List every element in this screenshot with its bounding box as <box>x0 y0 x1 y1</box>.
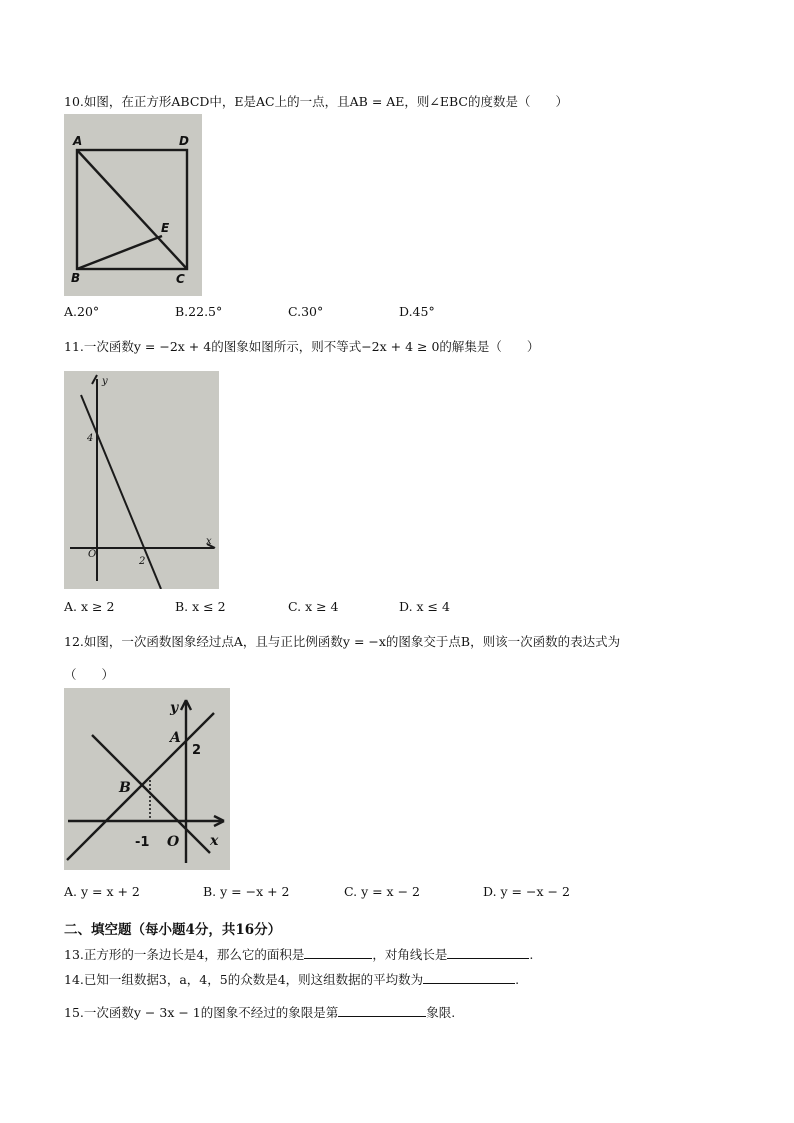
q12-figure-graph <box>64 688 230 870</box>
q10-figure-square <box>64 114 202 296</box>
q12-option-c[interactable]: C. y = x − 2 <box>344 884 420 899</box>
q13-end: . <box>529 947 534 962</box>
q14-blank-mean[interactable] <box>423 982 515 984</box>
q13-blank-diagonal[interactable] <box>447 957 529 959</box>
label-d: D <box>179 134 189 148</box>
q10-option-c[interactable]: C.30° <box>288 304 324 319</box>
label-c: C <box>176 272 185 286</box>
y-intercept-label: 2 <box>192 743 202 758</box>
origin-label: O <box>88 549 97 560</box>
label-e: E <box>161 221 170 235</box>
q15-blank-quadrant[interactable] <box>338 1015 426 1017</box>
q15-part1: 15.一次函数y − 3x − 1的图象不经过的象限是第 <box>64 1005 339 1020</box>
q14-part1: 14.已知一组数据3，a，4，5的众数是4，则这组数据的平均数为 <box>64 972 424 987</box>
point-a-label: A <box>170 730 181 746</box>
q10-stem: 10.如图，在正方形ABCD中，E是AC上的一点，且AB = AE，则∠EBC的度数是（ ） <box>64 94 568 109</box>
q14-text <box>64 970 519 988</box>
origin-label: O <box>167 834 180 850</box>
x-coordinate-label: -1 <box>135 835 150 850</box>
q10-option-a[interactable]: A.20° <box>64 304 100 319</box>
q10-option-d[interactable]: D.45° <box>399 304 435 319</box>
axis-label-x: x <box>210 833 219 849</box>
q13-text <box>64 945 533 963</box>
q12-two-lines-graph <box>64 688 230 870</box>
q10-option-b[interactable]: B.22.5° <box>175 304 223 319</box>
q12-stem: 12.如图，一次函数图象经过点A，且与正比例函数y = −x的图象交于点B，则该一次函数的表达式为 <box>64 634 621 649</box>
q13-part1: 13.正方形的一条边长是4，那么它的面积是 <box>64 947 305 962</box>
q11-option-a[interactable]: A. x ≥ 2 <box>64 599 115 614</box>
q12-option-a[interactable]: A. y = x + 2 <box>64 884 140 899</box>
y-intercept-label: 4 <box>87 433 94 444</box>
section-title: 二、填空题（每小题4分，共16分） <box>64 922 282 938</box>
q11-option-b[interactable]: B. x ≤ 2 <box>175 599 226 614</box>
q15-text <box>64 1003 455 1021</box>
q11-option-d[interactable]: D. x ≤ 4 <box>399 599 450 614</box>
q12-paren: （ ） <box>64 667 115 682</box>
label-a: A <box>73 134 83 148</box>
q13-blank-area[interactable] <box>304 957 372 959</box>
q11-line-graph <box>64 371 219 589</box>
q14-end: . <box>515 972 520 987</box>
q12-option-b[interactable]: B. y = −x + 2 <box>203 884 290 899</box>
diagonal-ac <box>77 150 187 269</box>
axis-label-x: x <box>206 536 212 547</box>
point-b-label: B <box>119 780 131 796</box>
q11-figure-graph <box>64 371 219 589</box>
q15-part2: 象限. <box>426 1005 456 1020</box>
q11-option-c[interactable]: C. x ≥ 4 <box>288 599 339 614</box>
x-intercept-label: 2 <box>139 556 146 567</box>
label-b: B <box>71 271 81 285</box>
q10-square-diagram <box>64 114 202 296</box>
axis-label-y: y <box>102 376 108 387</box>
q13-part2: ，对角线长是 <box>372 947 448 962</box>
axis-label-y: y <box>170 700 179 716</box>
q12-option-d[interactable]: D. y = −x − 2 <box>483 884 570 899</box>
q11-stem: 11.一次函数y = −2x + 4的图象如图所示，则不等式−2x + 4 ≥ 0的解集是（ ） <box>64 339 540 354</box>
segment-be <box>77 236 162 269</box>
